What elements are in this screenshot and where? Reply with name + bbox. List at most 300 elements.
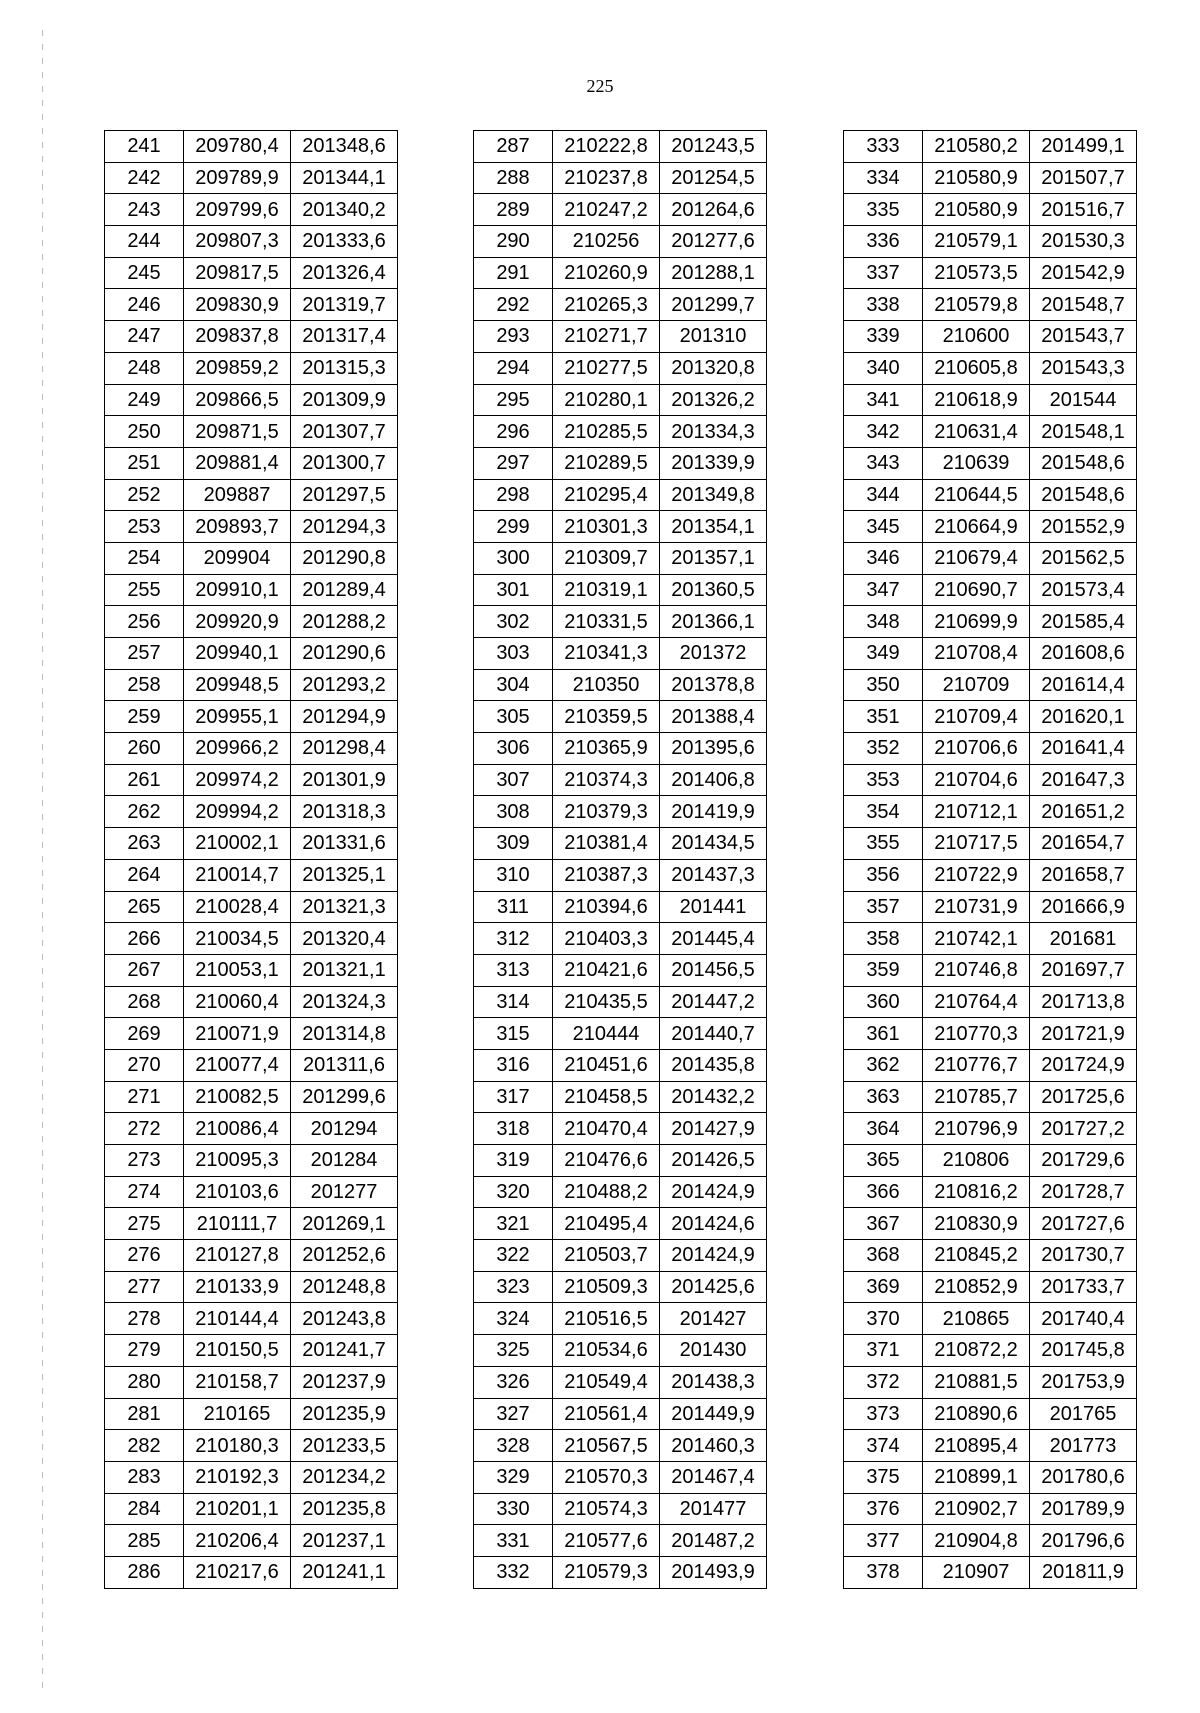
x-coordinate-cell: 210206,4: [184, 1525, 291, 1557]
y-coordinate-cell: 201435,8: [660, 1049, 767, 1081]
x-coordinate-cell: 210150,5: [184, 1335, 291, 1367]
table-row: [844, 416, 1137, 448]
table-row: [105, 352, 398, 384]
x-coordinate-cell: 209910,1: [184, 574, 291, 606]
table-row: [844, 1493, 1137, 1525]
x-coordinate-cell: 210904,8: [923, 1525, 1030, 1557]
table-row: [474, 384, 767, 416]
point-number-cell: 343: [844, 447, 923, 479]
y-coordinate-cell: 201713,8: [1030, 986, 1137, 1018]
y-coordinate-cell: 201697,7: [1030, 954, 1137, 986]
table-row: [474, 1398, 767, 1430]
table-row: [844, 1461, 1137, 1493]
table-row: [105, 226, 398, 258]
point-number-cell: 342: [844, 416, 923, 448]
point-number-cell: 284: [105, 1493, 184, 1525]
y-coordinate-cell: 201294,3: [291, 511, 398, 543]
table-row: [844, 606, 1137, 638]
table-row: [105, 447, 398, 479]
point-number-cell: 374: [844, 1430, 923, 1462]
x-coordinate-cell: 210579,3: [553, 1556, 660, 1588]
y-coordinate-cell: 201235,9: [291, 1398, 398, 1430]
point-number-cell: 269: [105, 1018, 184, 1050]
y-coordinate-cell: 201753,9: [1030, 1366, 1137, 1398]
x-coordinate-cell: 209966,2: [184, 733, 291, 765]
point-number-cell: 259: [105, 701, 184, 733]
point-number-cell: 272: [105, 1113, 184, 1145]
y-coordinate-cell: 201360,5: [660, 574, 767, 606]
point-number-cell: 276: [105, 1240, 184, 1272]
table-row: [844, 1556, 1137, 1588]
x-coordinate-cell: 209837,8: [184, 321, 291, 353]
point-number-cell: 315: [474, 1018, 553, 1050]
table-row: [105, 891, 398, 923]
x-coordinate-cell: 210890,6: [923, 1398, 1030, 1430]
y-coordinate-cell: 201765: [1030, 1398, 1137, 1430]
x-coordinate-cell: 210222,8: [553, 131, 660, 163]
table-row: [844, 1303, 1137, 1335]
point-number-cell: 253: [105, 511, 184, 543]
y-coordinate-cell: 201301,9: [291, 764, 398, 796]
x-coordinate-cell: 210309,7: [553, 542, 660, 574]
x-coordinate-cell: 210746,8: [923, 954, 1030, 986]
binding-margin-line: [42, 30, 43, 1690]
table-row: [105, 1081, 398, 1113]
table-row: [474, 1081, 767, 1113]
y-coordinate-cell: 201548,1: [1030, 416, 1137, 448]
point-number-cell: 245: [105, 257, 184, 289]
y-coordinate-cell: 201562,5: [1030, 542, 1137, 574]
coordinate-table-1: [104, 130, 398, 1589]
y-coordinate-cell: 201432,2: [660, 1081, 767, 1113]
table-row: [105, 638, 398, 670]
x-coordinate-cell: 210144,4: [184, 1303, 291, 1335]
x-coordinate-cell: 210488,2: [553, 1176, 660, 1208]
y-coordinate-cell: 201477: [660, 1493, 767, 1525]
x-coordinate-cell: 210301,3: [553, 511, 660, 543]
y-coordinate-cell: 201437,3: [660, 859, 767, 891]
point-number-cell: 334: [844, 162, 923, 194]
x-coordinate-cell: 210865: [923, 1303, 1030, 1335]
x-coordinate-cell: 210086,4: [184, 1113, 291, 1145]
point-number-cell: 241: [105, 131, 184, 163]
table-row: [474, 479, 767, 511]
table-row: [105, 1113, 398, 1145]
table-row: [474, 1525, 767, 1557]
point-number-cell: 344: [844, 479, 923, 511]
y-coordinate-cell: 201254,5: [660, 162, 767, 194]
y-coordinate-cell: 201326,4: [291, 257, 398, 289]
x-coordinate-cell: 210579,1: [923, 226, 1030, 258]
table-row: [844, 733, 1137, 765]
point-number-cell: 303: [474, 638, 553, 670]
y-coordinate-cell: 201745,8: [1030, 1335, 1137, 1367]
x-coordinate-cell: 210103,6: [184, 1176, 291, 1208]
y-coordinate-cell: 201331,6: [291, 828, 398, 860]
x-coordinate-cell: 210256: [553, 226, 660, 258]
x-coordinate-cell: 210289,5: [553, 447, 660, 479]
point-number-cell: 330: [474, 1493, 553, 1525]
point-number-cell: 316: [474, 1049, 553, 1081]
y-coordinate-cell: 201319,7: [291, 289, 398, 321]
table-row: [105, 479, 398, 511]
y-coordinate-cell: 201357,1: [660, 542, 767, 574]
point-number-cell: 242: [105, 162, 184, 194]
y-coordinate-cell: 201277,6: [660, 226, 767, 258]
point-number-cell: 293: [474, 321, 553, 353]
y-coordinate-cell: 201544: [1030, 384, 1137, 416]
table-row: [105, 131, 398, 163]
y-coordinate-cell: 201318,3: [291, 796, 398, 828]
point-number-cell: 375: [844, 1461, 923, 1493]
table-row: [844, 1366, 1137, 1398]
y-coordinate-cell: 201543,3: [1030, 352, 1137, 384]
point-number-cell: 363: [844, 1081, 923, 1113]
table-row: [105, 923, 398, 955]
table-row: [844, 859, 1137, 891]
x-coordinate-cell: 210285,5: [553, 416, 660, 448]
x-coordinate-cell: 210503,7: [553, 1240, 660, 1272]
x-coordinate-cell: 210403,3: [553, 923, 660, 955]
point-number-cell: 365: [844, 1145, 923, 1177]
point-number-cell: 304: [474, 669, 553, 701]
point-number-cell: 322: [474, 1240, 553, 1272]
point-number-cell: 277: [105, 1271, 184, 1303]
y-coordinate-cell: 201406,8: [660, 764, 767, 796]
x-coordinate-cell: 210845,2: [923, 1240, 1030, 1272]
point-number-cell: 367: [844, 1208, 923, 1240]
point-number-cell: 243: [105, 194, 184, 226]
y-coordinate-cell: 201344,1: [291, 162, 398, 194]
y-coordinate-cell: 201307,7: [291, 416, 398, 448]
point-number-cell: 311: [474, 891, 553, 923]
table-row: [844, 828, 1137, 860]
table-row: [474, 511, 767, 543]
y-coordinate-cell: 201796,6: [1030, 1525, 1137, 1557]
table-row: [105, 1208, 398, 1240]
x-coordinate-cell: 210605,8: [923, 352, 1030, 384]
table-row: [105, 1049, 398, 1081]
table-row: [474, 131, 767, 163]
y-coordinate-cell: 201321,1: [291, 954, 398, 986]
table-row: [844, 321, 1137, 353]
table-row: [105, 733, 398, 765]
point-number-cell: 357: [844, 891, 923, 923]
y-coordinate-cell: 201324,3: [291, 986, 398, 1018]
point-number-cell: 361: [844, 1018, 923, 1050]
point-number-cell: 319: [474, 1145, 553, 1177]
y-coordinate-cell: 201288,2: [291, 606, 398, 638]
point-number-cell: 349: [844, 638, 923, 670]
x-coordinate-cell: 210709,4: [923, 701, 1030, 733]
point-number-cell: 299: [474, 511, 553, 543]
x-coordinate-cell: 210573,5: [923, 257, 1030, 289]
point-number-cell: 283: [105, 1461, 184, 1493]
point-number-cell: 378: [844, 1556, 923, 1588]
x-coordinate-cell: 210280,1: [553, 384, 660, 416]
x-coordinate-cell: 210717,5: [923, 828, 1030, 860]
point-number-cell: 346: [844, 542, 923, 574]
point-number-cell: 274: [105, 1176, 184, 1208]
x-coordinate-cell: 210451,6: [553, 1049, 660, 1081]
point-number-cell: 287: [474, 131, 553, 163]
point-number-cell: 340: [844, 352, 923, 384]
y-coordinate-cell: 201773: [1030, 1430, 1137, 1462]
point-number-cell: 356: [844, 859, 923, 891]
point-number-cell: 313: [474, 954, 553, 986]
point-number-cell: 301: [474, 574, 553, 606]
table-row: [844, 447, 1137, 479]
point-number-cell: 366: [844, 1176, 923, 1208]
point-number-cell: 360: [844, 986, 923, 1018]
point-number-cell: 317: [474, 1081, 553, 1113]
table-row: [474, 954, 767, 986]
x-coordinate-cell: 210895,4: [923, 1430, 1030, 1462]
x-coordinate-cell: 210770,3: [923, 1018, 1030, 1050]
x-coordinate-cell: 210785,7: [923, 1081, 1030, 1113]
table-row: [474, 447, 767, 479]
x-coordinate-cell: 210764,4: [923, 986, 1030, 1018]
x-coordinate-cell: 210127,8: [184, 1240, 291, 1272]
x-coordinate-cell: 210708,4: [923, 638, 1030, 670]
table-row: [474, 416, 767, 448]
x-coordinate-cell: 210217,6: [184, 1556, 291, 1588]
x-coordinate-cell: 210350: [553, 669, 660, 701]
y-coordinate-cell: 201727,2: [1030, 1113, 1137, 1145]
x-coordinate-cell: 210679,4: [923, 542, 1030, 574]
x-coordinate-cell: 210165: [184, 1398, 291, 1430]
table-row: [105, 1556, 398, 1588]
x-coordinate-cell: 210712,1: [923, 796, 1030, 828]
table-row: [105, 1430, 398, 1462]
x-coordinate-cell: 210458,5: [553, 1081, 660, 1113]
table-row: [844, 1271, 1137, 1303]
x-coordinate-cell: 210260,9: [553, 257, 660, 289]
y-coordinate-cell: 201543,7: [1030, 321, 1137, 353]
y-coordinate-cell: 201325,1: [291, 859, 398, 891]
point-number-cell: 279: [105, 1335, 184, 1367]
table-row: [844, 1525, 1137, 1557]
table-row: [474, 796, 767, 828]
x-coordinate-cell: 210639: [923, 447, 1030, 479]
table-row: [844, 1240, 1137, 1272]
x-coordinate-cell: 210201,1: [184, 1493, 291, 1525]
y-coordinate-cell: 201548,6: [1030, 479, 1137, 511]
x-coordinate-cell: 210830,9: [923, 1208, 1030, 1240]
table-row: [105, 764, 398, 796]
point-number-cell: 324: [474, 1303, 553, 1335]
point-number-cell: 321: [474, 1208, 553, 1240]
table-row: [844, 257, 1137, 289]
y-coordinate-cell: 201441: [660, 891, 767, 923]
y-coordinate-cell: 201326,2: [660, 384, 767, 416]
x-coordinate-cell: 210077,4: [184, 1049, 291, 1081]
table-row: [474, 1366, 767, 1398]
table-row: [844, 1113, 1137, 1145]
x-coordinate-cell: 210444: [553, 1018, 660, 1050]
x-coordinate-cell: 209871,5: [184, 416, 291, 448]
point-number-cell: 286: [105, 1556, 184, 1588]
table-row: [105, 701, 398, 733]
x-coordinate-cell: 210295,4: [553, 479, 660, 511]
y-coordinate-cell: 201449,9: [660, 1398, 767, 1430]
point-number-cell: 248: [105, 352, 184, 384]
point-number-cell: 273: [105, 1145, 184, 1177]
x-coordinate-cell: 209955,1: [184, 701, 291, 733]
x-coordinate-cell: 209780,4: [184, 131, 291, 163]
y-coordinate-cell: 201289,4: [291, 574, 398, 606]
point-number-cell: 291: [474, 257, 553, 289]
x-coordinate-cell: 209789,9: [184, 162, 291, 194]
table-row: [844, 1018, 1137, 1050]
y-coordinate-cell: 201467,4: [660, 1461, 767, 1493]
point-number-cell: 262: [105, 796, 184, 828]
y-coordinate-cell: 201290,6: [291, 638, 398, 670]
y-coordinate-cell: 201234,2: [291, 1461, 398, 1493]
point-number-cell: 358: [844, 923, 923, 955]
y-coordinate-cell: 201780,6: [1030, 1461, 1137, 1493]
y-coordinate-cell: 201424,9: [660, 1240, 767, 1272]
point-number-cell: 354: [844, 796, 923, 828]
point-number-cell: 244: [105, 226, 184, 258]
point-number-cell: 289: [474, 194, 553, 226]
y-coordinate-cell: 201314,8: [291, 1018, 398, 1050]
x-coordinate-cell: 210034,5: [184, 923, 291, 955]
y-coordinate-cell: 201300,7: [291, 447, 398, 479]
x-coordinate-cell: 210014,7: [184, 859, 291, 891]
point-number-cell: 314: [474, 986, 553, 1018]
table-row: [474, 891, 767, 923]
table-row: [474, 733, 767, 765]
table-row: [105, 986, 398, 1018]
point-number-cell: 265: [105, 891, 184, 923]
table-row: [474, 1145, 767, 1177]
x-coordinate-cell: 210509,3: [553, 1271, 660, 1303]
y-coordinate-cell: 201730,7: [1030, 1240, 1137, 1272]
y-coordinate-cell: 201419,9: [660, 796, 767, 828]
point-number-cell: 280: [105, 1366, 184, 1398]
point-number-cell: 297: [474, 447, 553, 479]
y-coordinate-cell: 201499,1: [1030, 131, 1137, 163]
table-row: [105, 257, 398, 289]
point-number-cell: 325: [474, 1335, 553, 1367]
table-row: [474, 1113, 767, 1145]
x-coordinate-cell: 209881,4: [184, 447, 291, 479]
table-row: [105, 1335, 398, 1367]
y-coordinate-cell: 201243,5: [660, 131, 767, 163]
point-number-cell: 368: [844, 1240, 923, 1272]
point-number-cell: 258: [105, 669, 184, 701]
y-coordinate-cell: 201237,1: [291, 1525, 398, 1557]
table-row: [474, 1461, 767, 1493]
y-coordinate-cell: 201438,3: [660, 1366, 767, 1398]
x-coordinate-cell: 210570,3: [553, 1461, 660, 1493]
point-number-cell: 341: [844, 384, 923, 416]
x-coordinate-cell: 210600: [923, 321, 1030, 353]
x-coordinate-cell: 210516,5: [553, 1303, 660, 1335]
point-number-cell: 338: [844, 289, 923, 321]
x-coordinate-cell: 210664,9: [923, 511, 1030, 543]
table-row: [844, 638, 1137, 670]
point-number-cell: 254: [105, 542, 184, 574]
x-coordinate-cell: 210816,2: [923, 1176, 1030, 1208]
point-number-cell: 295: [474, 384, 553, 416]
x-coordinate-cell: 210742,1: [923, 923, 1030, 955]
y-coordinate-cell: 201294: [291, 1113, 398, 1145]
x-coordinate-cell: 210706,6: [923, 733, 1030, 765]
point-number-cell: 266: [105, 923, 184, 955]
y-coordinate-cell: 201277: [291, 1176, 398, 1208]
point-number-cell: 335: [844, 194, 923, 226]
x-coordinate-cell: 210907: [923, 1556, 1030, 1588]
point-number-cell: 285: [105, 1525, 184, 1557]
y-coordinate-cell: 201516,7: [1030, 194, 1137, 226]
table-row: [844, 1145, 1137, 1177]
point-number-cell: 352: [844, 733, 923, 765]
table-row: [844, 542, 1137, 574]
x-coordinate-cell: 210631,4: [923, 416, 1030, 448]
point-number-cell: 326: [474, 1366, 553, 1398]
x-coordinate-cell: 210133,9: [184, 1271, 291, 1303]
y-coordinate-cell: 201434,5: [660, 828, 767, 860]
table-row: [474, 1271, 767, 1303]
point-number-cell: 257: [105, 638, 184, 670]
y-coordinate-cell: 201395,6: [660, 733, 767, 765]
table-row: [474, 923, 767, 955]
y-coordinate-cell: 201585,4: [1030, 606, 1137, 638]
y-coordinate-cell: 201297,5: [291, 479, 398, 511]
y-coordinate-cell: 201315,3: [291, 352, 398, 384]
y-coordinate-cell: 201269,1: [291, 1208, 398, 1240]
y-coordinate-cell: 201334,3: [660, 416, 767, 448]
table-row: [474, 638, 767, 670]
x-coordinate-cell: 210387,3: [553, 859, 660, 891]
x-coordinate-cell: 210902,7: [923, 1493, 1030, 1525]
x-coordinate-cell: 210796,9: [923, 1113, 1030, 1145]
y-coordinate-cell: 201252,6: [291, 1240, 398, 1272]
x-coordinate-cell: 210567,5: [553, 1430, 660, 1462]
table-row: [474, 1493, 767, 1525]
table-row: [105, 416, 398, 448]
x-coordinate-cell: 210277,5: [553, 352, 660, 384]
table-row: [844, 226, 1137, 258]
y-coordinate-cell: 201733,7: [1030, 1271, 1137, 1303]
table-row: [844, 194, 1137, 226]
x-coordinate-cell: 210561,4: [553, 1398, 660, 1430]
x-coordinate-cell: 210852,9: [923, 1271, 1030, 1303]
y-coordinate-cell: 201507,7: [1030, 162, 1137, 194]
table-row: [105, 1145, 398, 1177]
x-coordinate-cell: 210699,9: [923, 606, 1030, 638]
table-row: [844, 1208, 1137, 1240]
point-number-cell: 350: [844, 669, 923, 701]
x-coordinate-cell: 210359,5: [553, 701, 660, 733]
x-coordinate-cell: 210365,9: [553, 733, 660, 765]
table-row: [844, 954, 1137, 986]
x-coordinate-cell: 210271,7: [553, 321, 660, 353]
y-coordinate-cell: 201727,6: [1030, 1208, 1137, 1240]
x-coordinate-cell: 210776,7: [923, 1049, 1030, 1081]
x-coordinate-cell: 210381,4: [553, 828, 660, 860]
y-coordinate-cell: 201427: [660, 1303, 767, 1335]
point-number-cell: 296: [474, 416, 553, 448]
y-coordinate-cell: 201542,9: [1030, 257, 1137, 289]
table-row: [474, 574, 767, 606]
point-number-cell: 373: [844, 1398, 923, 1430]
y-coordinate-cell: 201620,1: [1030, 701, 1137, 733]
x-coordinate-cell: 210071,9: [184, 1018, 291, 1050]
y-coordinate-cell: 201290,8: [291, 542, 398, 574]
